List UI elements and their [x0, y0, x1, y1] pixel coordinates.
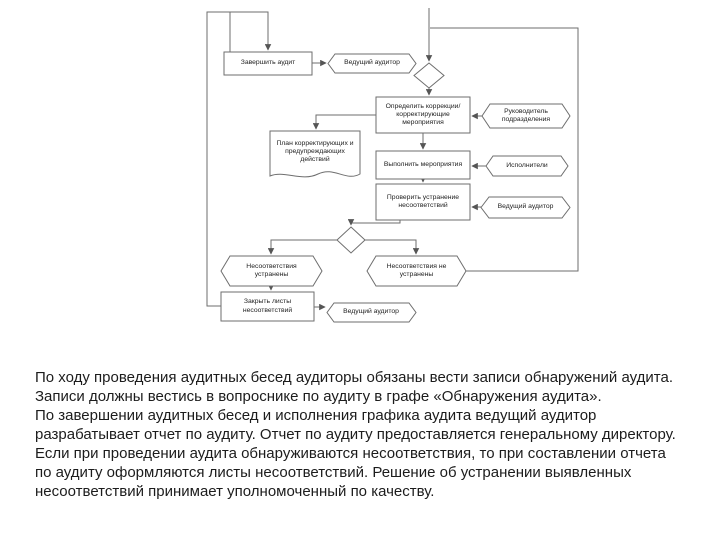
execute-measures-box	[376, 151, 470, 179]
nonconformities-eliminated-shape	[221, 256, 322, 286]
node-nonconformities-not-eliminated: Несоответствия не устранены	[386, 262, 447, 278]
node-executors: Исполнители	[506, 161, 548, 169]
connector-decision-to-eliminated	[271, 240, 337, 254]
node-nonconformities-eliminated: Несоответствия устранены	[246, 262, 297, 278]
body-text	[35, 368, 683, 501]
lead-auditor-mid-shape	[481, 197, 570, 218]
node-lead-auditor-mid: Ведущий аудитор	[497, 203, 554, 211]
node-finish-audit: Завершить аудит	[240, 59, 296, 67]
body-paragraph-2: По завершении аудитных бесед и исполнения графика аудита ведущий аудитор разрабатывает отчет по аудиту. Отчет по аудиту предоставляется генеральному директору. Если при проведении аудита обнаруживаются несоответствия, то при составлении отчета по аудиту оформляются листы несоответствий. Решение об устранении выявленных несоответствий принимает уполномоченный по качеству.	[35, 407, 676, 500]
node-department-head: Руководитель подразделения	[501, 107, 551, 123]
check-elimination-box	[376, 184, 470, 220]
finish-audit-box	[224, 52, 312, 75]
connector-not-eliminated-loop	[430, 28, 578, 271]
node-define-corrections: Определить коррекции/ корректирующие мероприятия	[385, 102, 461, 126]
lead-auditor-top-shape	[328, 54, 416, 73]
define-corrections-box	[376, 97, 470, 133]
node-lead-auditor-bottom: Ведущий аудитор	[343, 308, 399, 316]
node-plan-document: План корректирующих и предупреждающих действий	[276, 139, 354, 163]
node-close-sheets: Закрыть листы несоответствий	[242, 298, 293, 314]
executors-shape	[486, 156, 568, 176]
connector-define-to-plan-document	[316, 115, 376, 129]
close-sheets-box	[221, 292, 314, 321]
node-lead-auditor-top: Ведущий аудитор	[344, 59, 400, 67]
decision-diamond-bottom	[337, 227, 365, 253]
connector-check-to-decision	[351, 220, 400, 225]
node-execute-measures: Выполнить мероприятия	[383, 160, 463, 168]
lead-auditor-bottom-shape	[327, 303, 416, 322]
connector-decision-to-not-eliminated	[365, 240, 416, 254]
node-check-elimination: Проверить устранение несоответствий	[386, 193, 460, 209]
department-head-shape	[482, 104, 570, 128]
plan-document-shape	[270, 131, 360, 177]
body-paragraph-1: По ходу проведения аудитных бесед аудиторы обязаны вести записи обнаружений аудита. Записи должны вестись в вопроснике по аудиту в графе «Обнаружения аудита».	[35, 369, 673, 405]
nonconformities-not-eliminated-shape	[367, 256, 466, 286]
decision-diamond-top	[414, 63, 444, 88]
